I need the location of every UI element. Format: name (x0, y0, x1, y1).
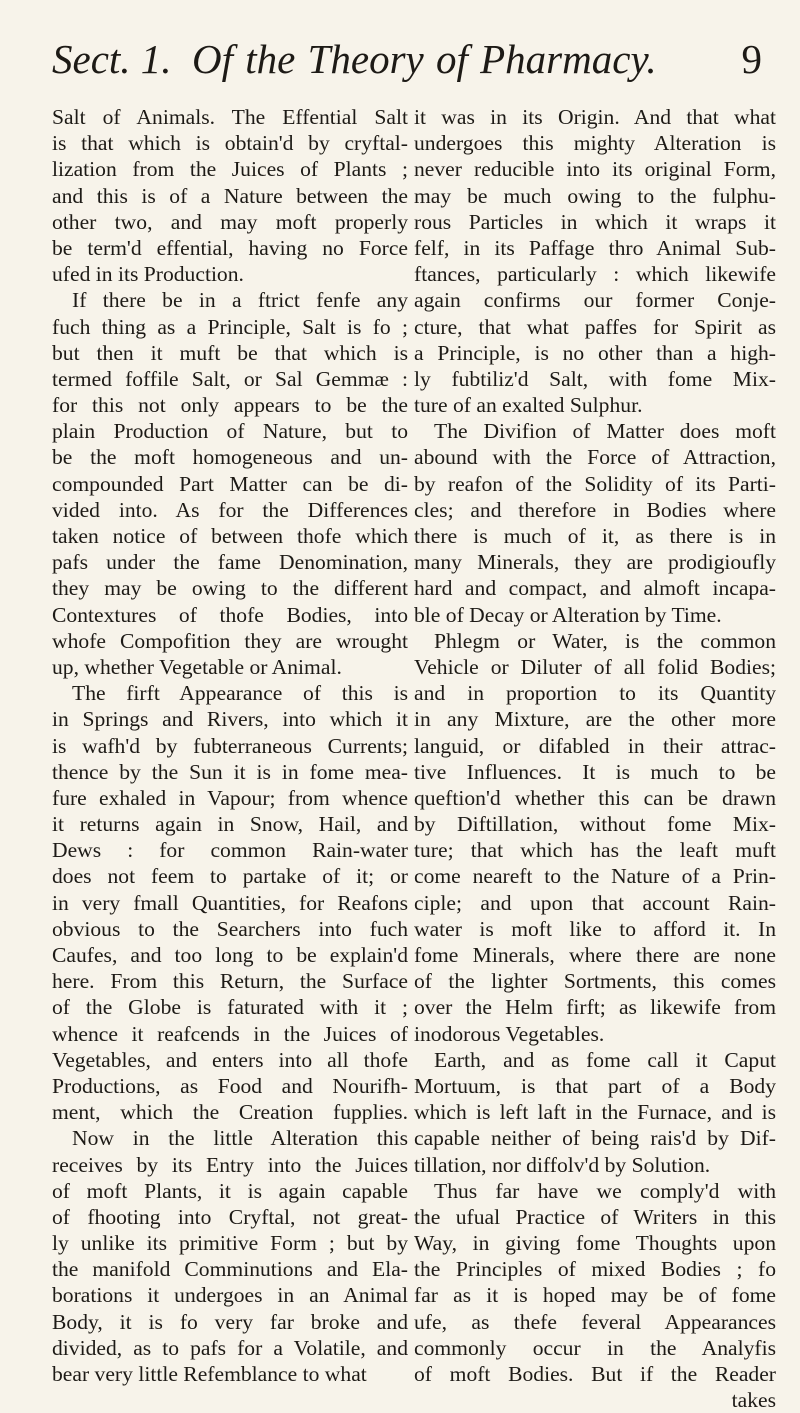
text-line: taken notice of between thofe which (52, 524, 408, 548)
text-line: queftion'd whether this can be drawn (414, 785, 776, 810)
text-line: ufe, as thefe feveral Appearances (414, 1309, 776, 1334)
text-line: fome Minerals, where there are none (414, 943, 776, 967)
text-line: thence by the Sun it is in fome mea- (52, 759, 408, 784)
text-line: borations it undergoes in an Animal (52, 1283, 408, 1308)
text-line: it returns again in Snow, Hail, and (52, 812, 408, 837)
text-line: the ufual Practice of Writers in this (414, 1204, 776, 1229)
text-line: water is moft like to afford it. In (414, 916, 776, 941)
text-line: Now in the little Alteration this (72, 1126, 408, 1151)
right-text-column (414, 104, 776, 1413)
text-line: undergoes this mighty Alteration is (414, 131, 776, 156)
text-line: inodorous Vegetables. (414, 1021, 605, 1046)
text-line: be the moft homogeneous and un- (52, 445, 408, 470)
text-line: divided, as to pafs for a Volatile, and (52, 1335, 408, 1360)
section-label: Sect. 1. (52, 36, 172, 82)
left-text-column (52, 104, 408, 1387)
text-line: ciple; and upon that account Rain- (414, 890, 776, 915)
text-line: capable neither of being rais'd by Dif- (414, 1126, 776, 1151)
text-line: for this not only appears to be the (52, 393, 408, 418)
text-line: Earth, and as fome call it Caput (434, 1047, 776, 1072)
text-line: the Principles of mixed Bodies ; fo (414, 1257, 776, 1282)
text-line: Phlegm or Water, is the common (434, 628, 776, 653)
text-line: felf, in its Paffage thro Animal Sub- (414, 235, 776, 260)
text-line: fuch thing as a Principle, Salt is fo ; (52, 314, 408, 339)
text-line: they may be owing to the different (52, 576, 408, 601)
text-line: and in proportion to its Quantity (414, 681, 776, 706)
text-line: cture, that what paffes for Spirit as (414, 314, 776, 339)
text-line: receives by its Entry into the Juices (52, 1152, 408, 1177)
text-line: by Diftillation, without fome Mix- (414, 812, 776, 837)
text-line: ly unlike its primitive Form ; but by (52, 1231, 408, 1256)
text-line: be term'd effential, having no Force (52, 235, 408, 260)
text-line: and this is of a Nature between the (52, 183, 408, 208)
text-line: ly fubtiliz'd Salt, with fome Mix- (414, 366, 776, 391)
text-line: come neareft to the Nature of a Prin- (414, 864, 776, 889)
text-line: the manifold Comminutions and Ela- (52, 1257, 408, 1282)
text-line: ture of an exalted Sulphur. (414, 393, 643, 418)
text-line: hard and compact, and almoft incapa- (414, 576, 776, 601)
text-line: Salt of Animals. The Effential Salt (52, 105, 408, 129)
text-line: pafs under the fame Denomination, (52, 550, 408, 575)
text-line: plain Production of Nature, but to (52, 419, 408, 444)
text-line: ment, which the Creation fupplies. (52, 1100, 408, 1125)
text-line: fure exhaled in Vapour; from whence (52, 785, 408, 810)
text-line: abound with the Force of Attraction, (414, 445, 776, 470)
text-line: here. From this Return, the Surface (52, 969, 408, 994)
text-line: Vegetables, and enters into all thofe (52, 1047, 408, 1072)
text-line: of fhooting into Cryftal, not great- (52, 1204, 408, 1229)
text-line: Mortuum, is that part of a Body (414, 1073, 776, 1098)
text-line: cles; and therefore in Bodies where (414, 497, 776, 522)
text-line: Body, it is fo very far broke and (52, 1309, 408, 1334)
text-line: but then it muft be that which is (52, 340, 408, 365)
text-line: compounded Part Matter can be di- (52, 471, 408, 496)
text-line: Productions, as Food and Nourifh- (52, 1073, 408, 1098)
text-line: many Minerals, they are prodigioufly (414, 550, 776, 575)
text-line: of the lighter Sortments, this comes (414, 969, 776, 994)
text-line: ture; that which has the leaft muft (414, 838, 776, 863)
text-line: tillation, nor diffolv'd by Solution. (414, 1152, 711, 1177)
text-line: which is left laft in the Furnace, and is (414, 1100, 776, 1125)
text-line: whofe Compofition they are wrought (52, 628, 408, 653)
text-line: it was in its Origin. And that what (414, 105, 776, 129)
text-line: bear very little Refemblance to what (52, 1362, 367, 1386)
text-line: in Springs and Rivers, into which it (52, 707, 408, 732)
text-line: again confirms our former Conje- (414, 288, 776, 313)
text-line: vided into. As for the Differences (52, 497, 408, 522)
text-line: tive Influences. It is much to be (414, 759, 776, 784)
text-line: far as it is hoped may be of fome (414, 1283, 776, 1308)
text-line: over the Helm firft; as likewife from (414, 995, 776, 1020)
text-line: Vehicle or Diluter of all folid Bodies; (414, 654, 776, 679)
page-number: 9 (741, 36, 762, 82)
text-line: does not feem to partake of it; or (52, 864, 408, 889)
text-line: Contextures of thofe Bodies, into (52, 602, 408, 627)
text-line: ble of Decay or Alteration by Time. (414, 602, 722, 627)
running-title: Of the Theory of Pharmacy. (192, 36, 657, 82)
text-line: whence it reafcends in the Juices of (52, 1021, 408, 1046)
text-line: If there be in a ftrict fenfe any (72, 288, 408, 313)
text-line: in any Mixture, are the other more (414, 707, 776, 732)
text-line: by reafon of the Solidity of its Parti- (414, 471, 776, 496)
text-line: Thus far have we comply'd with (434, 1178, 776, 1203)
text-line: commonly occur in the Analyfis (414, 1335, 776, 1360)
text-line: languid, or difabled in their attrac- (414, 733, 776, 758)
text-line: a Principle, is no other than a high- (414, 340, 776, 365)
text-line: of moft Bodies. But if the Reader (414, 1362, 776, 1386)
text-line: Caufes, and too long to be explain'd (52, 943, 408, 967)
text-line: Dews : for common Rain-water (52, 838, 408, 863)
text-line: there is much of it, as there is in (414, 524, 776, 548)
text-line: ufed in its Production. (52, 262, 244, 287)
text-line: is that which is obtain'd by cryftal- (52, 131, 408, 156)
text-line: is wafh'd by fubterraneous Currents; (52, 733, 408, 758)
text-line: other two, and may moft properly (52, 209, 408, 234)
running-header (52, 24, 772, 94)
text-line: termed foffile Salt, or Sal Gemmæ : (52, 366, 408, 391)
text-line: obvious to the Searchers into fuch (52, 916, 408, 941)
text-line: ftances, particularly : which likewife (414, 262, 776, 287)
text-line: The Divifion of Matter does moft (434, 419, 776, 444)
text-line: rous Particles in which it wraps it (414, 209, 776, 234)
text-line: of the Globe is faturated with it ; (52, 995, 408, 1020)
text-line: Way, in giving fome Thoughts upon (414, 1231, 776, 1256)
text-line: never reducible into its original Form, (414, 157, 776, 182)
text-line: up, whether Vegetable or Animal. (52, 654, 342, 679)
text-line: in very fmall Quantities, for Reafons (52, 890, 408, 915)
text-line: may be much owing to the fulphu- (414, 183, 776, 208)
text-line: The firft Appearance of this is (72, 681, 408, 706)
text-line: of moft Plants, it is again capable (52, 1178, 408, 1203)
text-line: lization from the Juices of Plants ; (52, 157, 408, 182)
text-line: takes (731, 1388, 776, 1413)
